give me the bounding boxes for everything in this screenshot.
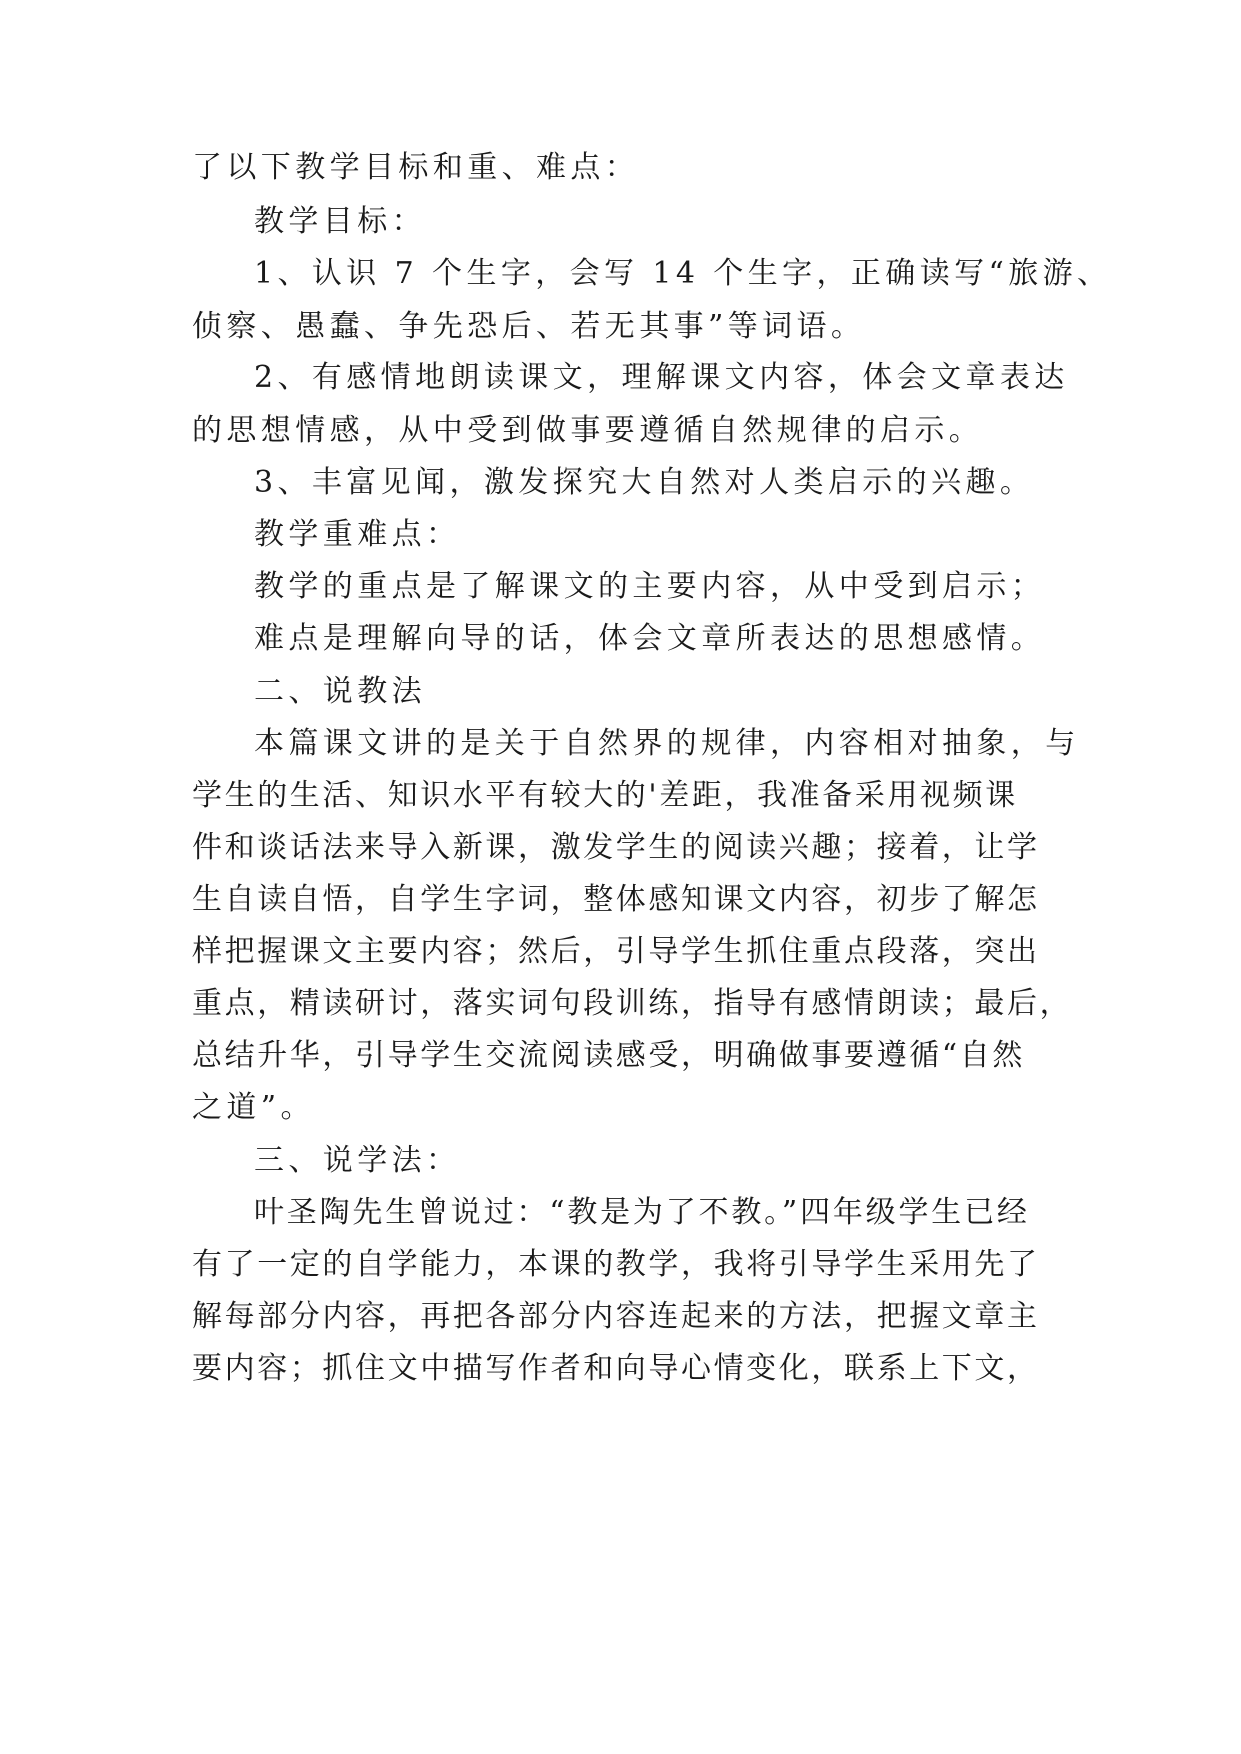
text-line: 1、认识 7 个生字，会写 14 个生字，正确读写“旅游、 (254, 256, 1112, 291)
text-line: 2、有感情地朗读课文，理解课文内容，体会文章表达 (254, 360, 1069, 395)
text-line: 的思想情感，从中受到做事要遵循自然规律的启示。 (192, 413, 984, 448)
text-line: 本篇课文讲的是关于自然界的规律，内容相对抽象，与 (254, 726, 1080, 761)
text-line: 重点，精读研讨，落实词句段训练，指导有感情朗读；最后， (192, 986, 1073, 1021)
section-heading: 教学重难点： (254, 517, 461, 552)
text-line: 样把握课文主要内容；然后，引导学生抓住重点段落，突出 (192, 934, 1040, 969)
text-line: 教学的重点是了解课文的主要内容，从中受到启示； (254, 569, 1046, 604)
text-line: 侦察、愚蠢、争先恐后、若无其事”等词语。 (192, 309, 866, 344)
text-line: 要内容；抓住文中描写作者和向导心情变化，联系上下文， (192, 1351, 1040, 1386)
text-line: 解每部分内容，再把各部分内容连起来的方法，把握文章主 (192, 1299, 1040, 1334)
text-line: 总结升华，引导学生交流阅读感受，明确做事要遵循“自然 (192, 1038, 1025, 1073)
text-line: 教学目标： (254, 204, 426, 239)
text-line: 难点是理解向导的话，体会文章所表达的思想感情。 (254, 621, 1046, 656)
text-line: 学生的生活、知识水平有较大的'差距，我准备采用视频课 (192, 778, 1018, 813)
section-heading: 三、说学法： (254, 1143, 461, 1178)
text-line: 件和谈话法来导入新课，激发学生的阅读兴趣；接着，让学 (192, 830, 1040, 865)
text-line: 生自读自悟，自学生字词，整体感知课文内容，初步了解怎 (192, 882, 1040, 917)
text-line: 3、丰富见闻，激发探究大自然对人类启示的兴趣。 (254, 465, 1035, 500)
text-line: 有了一定的自学能力，本课的教学，我将引导学生采用先了 (192, 1247, 1040, 1282)
text-line: 了以下教学目标和重、难点： (192, 150, 640, 185)
text-line: 之道”。 (192, 1090, 315, 1125)
text-line: 叶圣陶先生曾说过：“教是为了不教。”四年级学生已经 (254, 1195, 1030, 1230)
section-heading: 二、说教法 (254, 674, 426, 709)
